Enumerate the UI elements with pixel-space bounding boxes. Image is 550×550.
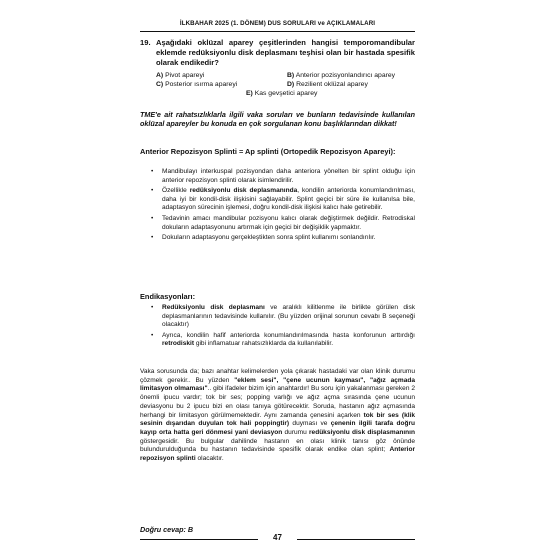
list-item: • Dokuların adaptasyonu gerçekleştikten sonra splint kullanımı sonlandırılır. — [148, 234, 415, 243]
list-item: • Ayrıca, kondilin hafif anteriorda konumlandırılmasında hasta konforunun arttırdığı retrodiskit gibi inflamatuar rahatsızlıklarda da kullanılabilir. — [148, 332, 415, 349]
section-heading-indications: Endikasyonları: — [140, 292, 196, 301]
footer-rule-right — [297, 539, 415, 540]
option-d: D) Rezilient oklüzal aparey — [287, 81, 368, 88]
exam-tip-note: TME'e ait rahatsızlıklarla ilgili vaka soruları ve bunların tedavisinde kullanılan oklüzal apareyler bu konuda en çok sorgulanan konu başlıklarından dikkat! — [140, 110, 415, 129]
option-b: B) Anterior pozisyonlandırıcı aparey — [287, 72, 396, 79]
correct-answer: Doğru cevap: B — [140, 525, 194, 534]
list-item: • Redüksiyonlu disk deplasmanı ve aralıklı kilitlenme ile birlikte görülen disk deplasmanlarının tedavisinde kullanılır. (Bu yüzden orijinal sorunun cevabı B seçeneği olacaktır) — [148, 304, 415, 330]
page-number: 47 — [273, 533, 282, 542]
list-item: • Tedavinin amacı mandibular pozisyonu kalıcı olarak değiştirmek değildir. Retrodiskal dokuların adaptasyonunu artırmak için geçici bir değişiklik yapmaktır. — [148, 215, 415, 232]
option-c: C) Posterior ısırma apareyi — [156, 81, 238, 88]
option-a: A) Pivot apareyi — [156, 72, 205, 79]
list-item: • Mandibulayı interkuspal pozisyondan daha anteriora yönelten bir splint olduğu için anterior repozisyon splinti olarak isimlendirilir. — [148, 168, 415, 185]
list-item: • Özellikle redüksiyonlu disk deplasmanında, kondilin anteriorda konumlandırılması, daha iyi bir kondil-disk ilişkisini sağlayabilir. Splint geçici bir süre ile kullanılsa bile, adaptasyon sürecinin işlemesi, doğru kondil-disk ilişkisi kalıcı hale getirebilir. — [148, 187, 415, 213]
case-explanation-paragraph: Vaka sorusunda da; bazı anahtar kelimelerden yola çıkarak hastadaki var olan klinik durumu çözmek gerekir.. Bu yüzden "eklem sesi", "çene ucunun kayması", "ağız açmada limitasyon olmaması".. gibi ifadeler bizim için anahtardır! Bu soru için yakalanması gereken 2 önemli ipucu vardır; tok bir ses; popping varlığı ve ağız açma sırasında çene ucunun deviasyonu bu 2 ipucu bizi en olası tanıya götürecektir. Soruda, hastanın ağız açmasında herhangi bir limitasyon görülmemektedir. Aynı zamanda çenesini açarken tok bir ses (klik sesinin dışarıdan duyulan tok hali poppingtir) duyması ve çenenin ilgili tarafa doğru kayıp orta hatta geri dönmesi yani deviasyon durumu redüksiyonlu disk displasmanının göstergesidir. Bu bulgular dahilinde hastanın en olası klinik tanısı göz önünde bulundurulduğunda bu hastanın tedavisinde spesifik olarak endike olan splint; Anterior repozisyon splinti olacaktır. — [140, 368, 416, 463]
header-divider — [140, 31, 415, 32]
indications-bullet-list — [148, 304, 415, 351]
question-number: 19. — [140, 38, 151, 47]
option-e: E) Kas gevşetici aparey — [246, 90, 318, 97]
page-footer — [140, 533, 415, 547]
splint-bullet-list — [148, 168, 415, 245]
page-header: İLKBAHAR 2025 (1. DÖNEM) DUS SORULARI ve AÇIKLAMALARI — [179, 20, 376, 27]
document-page — [140, 20, 415, 544]
question-text: Aşağıdaki oklüzal aparey çeşitlerinden hangisi temporomandibular eklemde redüksiyonlu disk deplasmanı teşhisi olan bir hastada spesifik olarak endikedir? — [156, 38, 415, 68]
section-heading-anterior-repositioning-splint: Anterior Repozisyon Splinti = Ap splinti (Ortopedik Repozisyon Apareyi): — [140, 147, 396, 156]
